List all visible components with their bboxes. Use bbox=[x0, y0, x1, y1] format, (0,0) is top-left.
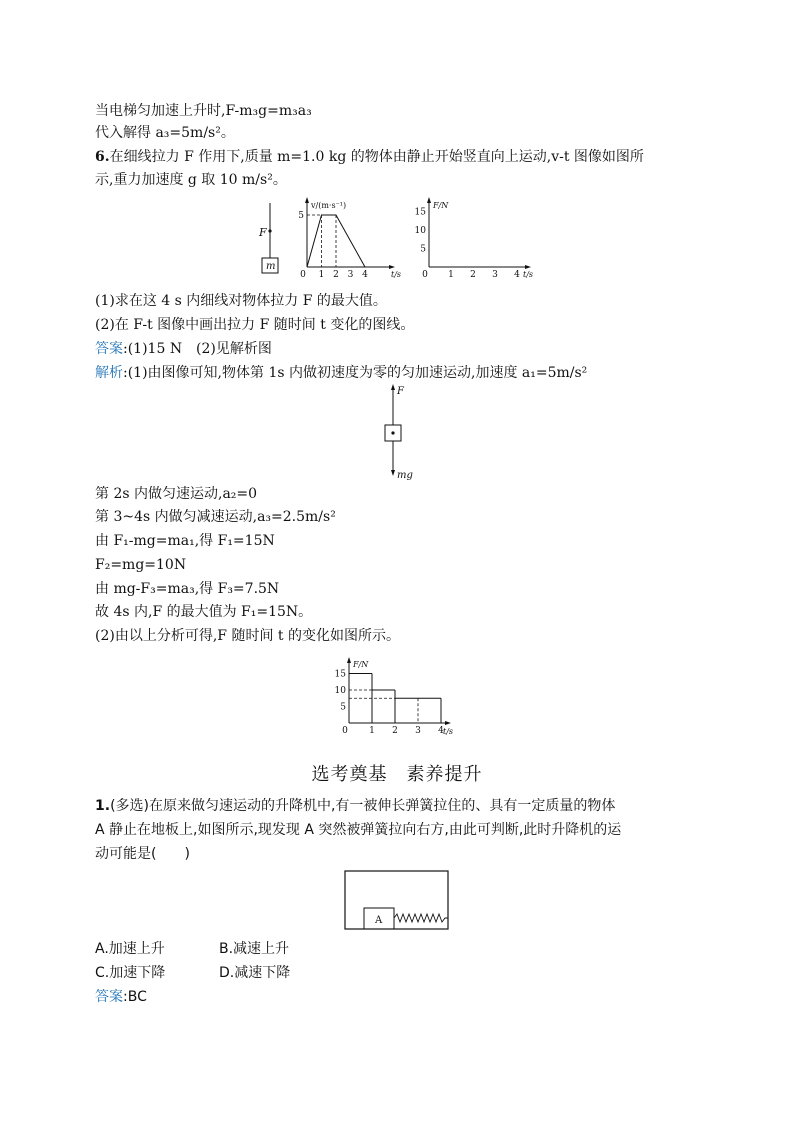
ft-ytick-15: 15 bbox=[334, 669, 346, 680]
analysis-step-4: F₂=mg=10N bbox=[95, 557, 187, 573]
q6-part-2: (2)在 F-t 图像中画出拉力 F 随时间 t 变化的图线。 bbox=[95, 317, 415, 333]
ft-xlabel: t/s bbox=[443, 727, 454, 736]
elevator-box bbox=[345, 871, 448, 929]
fbd-up-arrow bbox=[391, 384, 395, 390]
ft-step-segments bbox=[349, 674, 441, 724]
q6-stem-text-1: 在细线拉力 F 作用下,质量 m=1.0 kg 的物体由静止开始竖直向上运动,v-t 图像如图所 bbox=[109, 149, 644, 165]
p1-stem-text-1: (多选)在原来做匀速运动的升降机中,有一被伸长弹簧拉住的、具有一定质量的物体 bbox=[110, 798, 616, 814]
ft0-xtick-4: 4 bbox=[514, 270, 520, 280]
vt-xtick-4: 4 bbox=[362, 270, 368, 280]
analysis-step-2: 第 3~4s 内做匀减速运动,a₃=2.5m/s² bbox=[95, 509, 336, 525]
ft-xtick-4: 4 bbox=[438, 726, 444, 736]
ft-step-chart bbox=[333, 655, 463, 737]
ft0-xtick-2: 2 bbox=[470, 270, 476, 280]
vt-y-arrow bbox=[305, 197, 309, 203]
option-d[interactable]: D.减速下降 bbox=[219, 965, 291, 981]
ft0-ytick-15: 15 bbox=[415, 207, 426, 218]
string-dot bbox=[268, 229, 271, 232]
block-a-label: A bbox=[375, 915, 383, 926]
string-mass-figure bbox=[255, 195, 285, 275]
q6-analysis-1 bbox=[95, 363, 587, 383]
vt-xtick-0: 0 bbox=[300, 270, 306, 280]
fbd-center-dot bbox=[391, 431, 394, 434]
analysis-step-6: 故 4s 内,F 的最大值为 F₁=15N。 bbox=[95, 604, 313, 620]
vt-chart bbox=[295, 195, 410, 280]
vt-xtick-3: 3 bbox=[347, 270, 354, 280]
vt-xtick-2: 2 bbox=[333, 270, 339, 280]
section-heading: 选考奠基 素养提升 bbox=[311, 764, 483, 785]
mass-label: m bbox=[266, 261, 276, 272]
option-c[interactable]: C.加速下降 bbox=[95, 965, 166, 981]
q6-answer bbox=[95, 339, 272, 359]
ft-ylabel: F/N bbox=[353, 660, 369, 669]
ft-xtick-0: 0 bbox=[342, 726, 348, 736]
option-a[interactable]: A.加速上升 bbox=[95, 941, 165, 957]
q6-analysis-text: :(1)由图像可知,物体第 1s 内做初速度为零的匀加速运动,加速度 a₁=5m/s² bbox=[123, 365, 588, 381]
answer-label: 答案 bbox=[95, 341, 123, 357]
p1-answer-text: :BC bbox=[123, 989, 147, 1005]
ft-x-arrow bbox=[445, 721, 451, 725]
free-body-diagram bbox=[375, 382, 415, 480]
ft0-xlabel: t/s bbox=[523, 270, 534, 279]
q6-part-1: (1)求在这 4 s 内细线对物体拉力 F 的最大值。 bbox=[95, 293, 387, 309]
ft-xtick-2: 2 bbox=[392, 726, 398, 736]
fbd-down-arrow bbox=[391, 470, 395, 476]
ft-ytick-10: 10 bbox=[334, 686, 346, 696]
analysis-step-7: (2)由以上分析可得,F 随时间 t 的变化如图所示。 bbox=[95, 628, 400, 644]
q6-number: 6. bbox=[95, 149, 110, 165]
spring bbox=[394, 914, 448, 922]
vt-xtick-1: 1 bbox=[318, 270, 325, 280]
option-row-2 bbox=[95, 963, 290, 983]
analysis-step-5: 由 mg-F₃=ma₃,得 F₃=7.5N bbox=[95, 581, 280, 597]
line-elevator-equation: 当电梯匀加速上升时,F-m₃g=m₃a₃ bbox=[95, 103, 312, 119]
ft-ytick-5: 5 bbox=[340, 702, 346, 713]
ft0-x-arrow bbox=[525, 265, 531, 269]
line-solve-a3: 代入解得 a₃=5m/s²。 bbox=[95, 125, 235, 141]
ft0-ytick-10: 10 bbox=[415, 226, 426, 236]
ft0-ylabel: F/N bbox=[433, 201, 449, 210]
fbd-force-label: F bbox=[397, 386, 404, 397]
q6-answer-text: :(1)15 N (2)见解析图 bbox=[123, 341, 272, 357]
ft0-xtick-0: 0 bbox=[422, 270, 428, 280]
option-b[interactable]: B.减速上升 bbox=[219, 941, 290, 957]
blank-ft-chart bbox=[415, 195, 545, 280]
ft0-ytick-5: 5 bbox=[420, 244, 426, 255]
ft-xtick-3: 3 bbox=[415, 726, 421, 736]
p1-answer-label: 答案 bbox=[95, 989, 123, 1005]
q6-stem-2: 示,重力加速度 g 取 10 m/s²。 bbox=[95, 172, 287, 188]
p1-answer bbox=[95, 987, 147, 1007]
p1-number: 1. bbox=[95, 798, 111, 814]
analysis-step-3: 由 F₁-mg=ma₁,得 F₁=15N bbox=[95, 533, 275, 549]
vt-ylabel: v/(m·s⁻¹) bbox=[311, 201, 347, 210]
string-force-label: F bbox=[259, 226, 267, 239]
analysis-label: 解析 bbox=[95, 365, 123, 381]
vt-x-arrow bbox=[389, 265, 395, 269]
q6-stem-1 bbox=[95, 147, 644, 167]
ft0-xtick-1: 1 bbox=[448, 270, 454, 280]
p1-stem-2: A 静止在地板上,如图所示,现发现 A 突然被弹簧拉向右方,由此可判断,此时升降机的运 bbox=[95, 822, 622, 838]
ft0-xtick-3: 3 bbox=[492, 270, 498, 280]
elevator-figure bbox=[344, 870, 450, 932]
vt-ytick-5: 5 bbox=[298, 211, 304, 221]
ft-xtick-1: 1 bbox=[369, 726, 375, 736]
p1-stem-3: 动可能是( ) bbox=[95, 846, 190, 862]
option-row-1 bbox=[95, 939, 289, 959]
p1-stem-1 bbox=[95, 796, 615, 816]
fbd-weight-label: mg bbox=[397, 470, 413, 480]
analysis-step-1: 第 2s 内做匀速运动,a₂=0 bbox=[95, 486, 258, 502]
ft0-y-arrow bbox=[427, 197, 431, 203]
ft-y-arrow bbox=[347, 657, 351, 663]
vt-xlabel: t/s bbox=[391, 270, 402, 279]
